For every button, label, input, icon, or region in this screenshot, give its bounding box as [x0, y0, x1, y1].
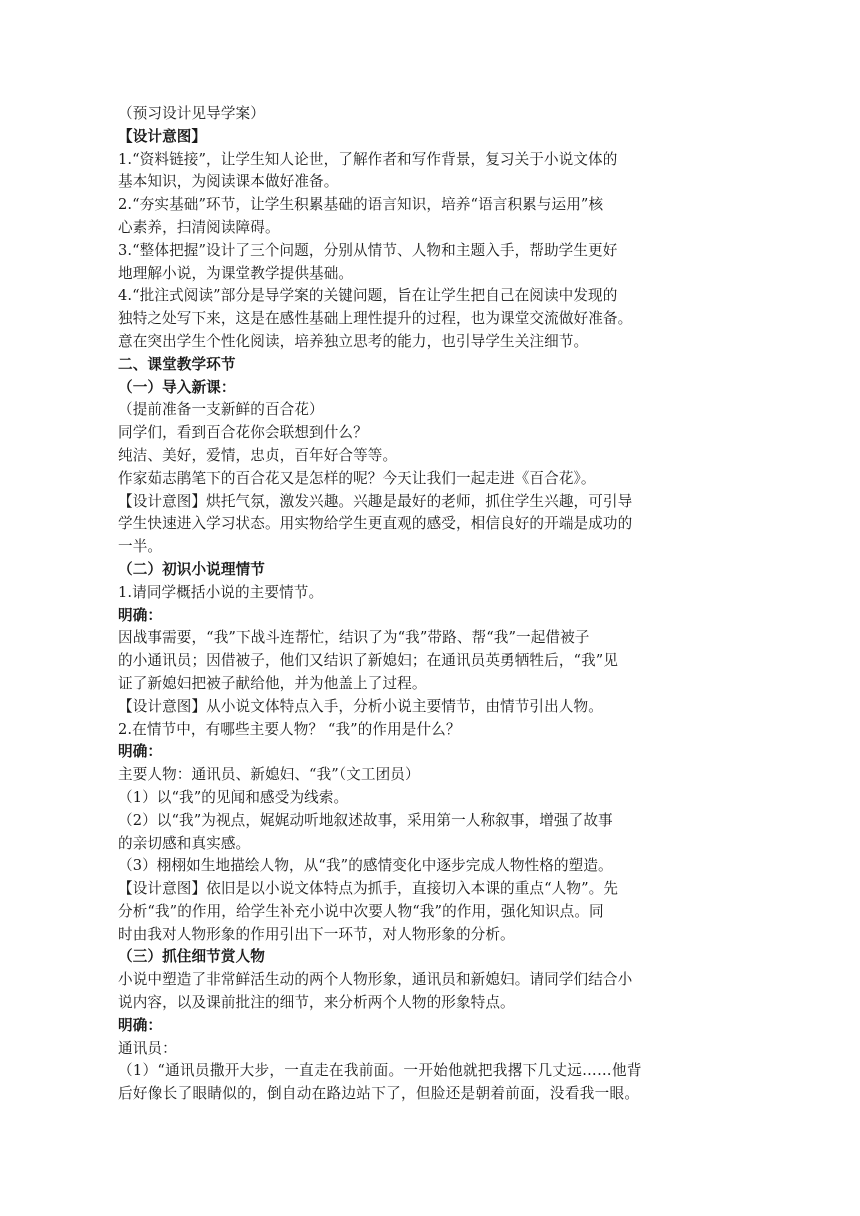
- paragraph-line: （1）以“我”的见闻和感受为线索。: [118, 788, 349, 806]
- paragraph-line: 时由我对人物形象的作用引出下一环节，对人物形象的分析。: [118, 925, 515, 943]
- paragraph-line: 4.“批注式阅读”部分是导学案的关键问题，旨在让学生把自己在阅读中发现的: [118, 287, 618, 305]
- subsection-heading: （一）导入新课：: [118, 378, 236, 396]
- answer-label: 明确：: [118, 1016, 163, 1034]
- paragraph-line: 分析“我”的作用，给学生补充小说中次要人物“我”的作用，强化知识点。同: [118, 902, 604, 920]
- paragraph-line: （3）栩栩如生地描绘人物，从“我”的感情变化中逐步完成人物性格的塑造。: [118, 857, 613, 875]
- paragraph-line: 主要人物：通讯员、新媳妇、“我”（文工团员）: [118, 766, 420, 784]
- answer-label: 明确：: [118, 743, 163, 761]
- paragraph-line: 【设计意图】烘托气氛，激发兴趣。兴趣是最好的老师，抓住学生兴趣，可引导: [118, 492, 633, 510]
- paragraph-line: 小说中塑造了非常鲜活生动的两个人物形象，通讯员和新媳妇。请同学们结合小: [118, 971, 633, 989]
- paragraph-line: 通讯员：: [118, 1039, 177, 1057]
- subsection-heading: （二）初识小说理情节: [118, 560, 265, 578]
- paragraph-line: 的亲切感和真实感。: [118, 834, 251, 852]
- paragraph-line: 地理解小说，为课堂教学提供基础。: [118, 264, 354, 282]
- paragraph-line: 作家茹志鹃笔下的百合花又是怎样的呢？今天让我们一起走进《百合花》。: [118, 469, 596, 487]
- paragraph-line: 基本知识，为阅读课本做好准备。: [118, 173, 339, 191]
- paragraph-line: 2.在情节中，有哪些主要人物？ “我”的作用是什么？: [118, 720, 461, 738]
- section-heading: 【设计意图】: [118, 127, 207, 145]
- paragraph-line: 【设计意图】从小说文体特点入手，分析小说主要情节，由情节引出人物。: [118, 697, 603, 715]
- paragraph-line: 意在突出学生个性化阅读，培养独立思考的能力，也引导学生关注细节。: [118, 332, 589, 350]
- paragraph-line: 一半。: [118, 538, 163, 556]
- section-heading: 二、课堂教学环节: [118, 355, 236, 373]
- document-page: [118, 103, 742, 1106]
- paragraph-line: 因战事需要，“我”下战斗连帮忙，结识了为“我”带路、帮“我”一起借被子: [118, 629, 590, 647]
- answer-label: 明确：: [118, 606, 163, 624]
- paragraph-line: 学生快速进入学习状态。用实物给学生更直观的感受，相信良好的开端是成功的: [118, 515, 633, 533]
- paragraph-line: 证了新媳妇把被子献给他，并为他盖上了过程。: [118, 674, 427, 692]
- paragraph-line: 2.“夯实基础”环节，让学生积累基础的语言知识，培养“语言积累与运用”核: [118, 196, 604, 214]
- paragraph-line: 的小通讯员；因借被子，他们又结识了新媳妇；在通讯员英勇牺牲后，“我”见: [118, 652, 619, 670]
- paragraph-line: 纯洁、美好，爱情，忠贞，百年好合等等。: [118, 446, 398, 464]
- paragraph-line: 说内容，以及课前批注的细节，来分析两个人物的形象特点。: [118, 994, 515, 1012]
- quote-line: （1）“通讯员撒开大步，一直走在我前面。一开始他就把我撂下几丈远……他背: [118, 1062, 642, 1080]
- paragraph-line: 1.“资料链接”，让学生知人论世，了解作者和写作背景，复习关于小说文体的: [118, 150, 618, 168]
- paragraph-line: 3.“整体把握”设计了三个问题，分别从情节、人物和主题入手，帮助学生更好: [118, 241, 618, 259]
- paragraph-line: （2）以“我”为视点，娓娓动听地叙述故事，采用第一人称叙事，增强了故事: [118, 811, 613, 829]
- paragraph-line: 心素养，扫清阅读障碍。: [118, 218, 280, 236]
- paragraph-line: （提前准备一支新鲜的百合花）: [118, 401, 324, 419]
- paragraph-line: 【设计意图】依旧是以小说文体特点为抓手，直接切入本课的重点“人物”。先: [118, 880, 619, 898]
- paragraph-line: 同学们，看到百合花你会联想到什么？: [118, 424, 368, 442]
- paragraph-line: 独特之处写下来，这是在感性基础上理性提升的过程，也为课堂交流做好准备。: [118, 310, 633, 328]
- subsection-heading: （三）抓住细节赏人物: [118, 948, 265, 966]
- paragraph-line: 1.请同学概括小说的主要情节。: [118, 583, 324, 601]
- quote-line: 后好像长了眼睛似的，倒自动在路边站下了，但脸还是朝着前面，没看我一眼。: [118, 1085, 640, 1103]
- preview-note: （预习设计见导学案）: [118, 105, 265, 122]
